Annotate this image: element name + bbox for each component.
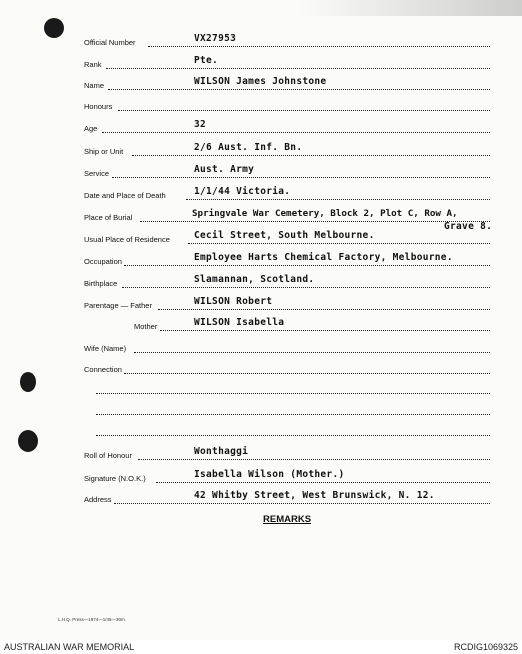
age-line [102, 132, 490, 133]
burial-label: Place of Burial [84, 213, 133, 222]
occupation-line [124, 265, 490, 266]
punch-hole-top [44, 18, 64, 38]
wife-label: Wife (Name) [84, 344, 127, 353]
signature-value: Isabella Wilson (Mother.) [194, 469, 345, 480]
rank-line [106, 68, 490, 69]
death-value: 1/1/44 Victoria. [194, 186, 291, 197]
burial-value-continued: Grave 8. [444, 221, 493, 232]
residence-value: Cecil Street, South Melbourne. [194, 230, 375, 241]
mother-line [160, 330, 490, 331]
death-line [186, 199, 490, 200]
remarks-heading: REMARKS [263, 514, 312, 525]
official-number-value: VX27953 [194, 33, 237, 44]
mother-label: Mother [134, 322, 158, 331]
roll-of-honour-label: Roll of Honour [84, 451, 132, 460]
archive-footer [0, 640, 522, 654]
mother-value: WILSON Isabella [194, 317, 285, 328]
address-value: 42 Whitby Street, West Brunswick, N. 12. [194, 490, 435, 501]
unit-value: 2/6 Aust. Inf. Bn. [194, 142, 303, 153]
connection-line-1 [124, 373, 490, 374]
roll-of-honour-line [138, 459, 490, 460]
honours-label: Honours [84, 102, 113, 111]
wife-line [134, 352, 490, 353]
roll-of-honour-value: Wonthaggi [194, 446, 249, 457]
signature-line [156, 482, 490, 483]
father-label: Parentage — Father [84, 301, 152, 310]
footer-record-id: RCDIG1069325 [453, 642, 518, 652]
honours-line [118, 110, 490, 111]
service-value: Aust. Army [194, 164, 255, 175]
birthplace-label: Birthplace [84, 279, 118, 288]
occupation-value: Employee Harts Chemical Factory, Melbourne. [194, 252, 453, 263]
unit-line [132, 155, 490, 156]
birthplace-value: Slamannan, Scotland. [194, 274, 315, 285]
service-line [112, 177, 490, 178]
name-label: Name [84, 81, 105, 90]
age-label: Age [84, 124, 98, 133]
footer-institution: AUSTRALIAN WAR MEMORIAL [4, 642, 135, 652]
connection-line-4 [96, 435, 490, 436]
connection-line-3 [96, 414, 490, 415]
father-line [158, 309, 490, 310]
unit-label: Ship or Unit [84, 147, 124, 156]
birthplace-line [122, 287, 490, 288]
connection-line-2 [96, 393, 490, 394]
official-number-label: Official Number [84, 38, 136, 47]
punch-hole-middle [20, 372, 36, 392]
form-number: L.H.Q. Press—1974—1/45—30m. [58, 617, 127, 622]
official-number-line [148, 46, 490, 47]
father-value: WILSON Robert [194, 296, 273, 307]
burial-value: Springvale War Cemetery, Block 2, Plot C, Row A, [192, 208, 458, 219]
rank-value: Pte. [194, 55, 219, 66]
address-label: Address [84, 495, 112, 504]
connection-label: Connection [84, 365, 122, 374]
service-label: Service [84, 169, 110, 178]
burial-line [140, 221, 490, 222]
residence-line [188, 243, 490, 244]
punch-hole-lower [18, 430, 38, 452]
death-label: Date and Place of Death [84, 191, 166, 200]
name-value: WILSON James Johnstone [194, 76, 327, 87]
scan-smudge [300, 0, 522, 16]
name-line [108, 89, 490, 90]
age-value: 32 [194, 119, 207, 130]
signature-label: Signature (N.O.K.) [84, 474, 146, 483]
rank-label: Rank [84, 60, 102, 69]
address-line [114, 503, 490, 504]
residence-label: Usual Place of Residence [84, 235, 170, 244]
occupation-label: Occupation [84, 257, 122, 266]
